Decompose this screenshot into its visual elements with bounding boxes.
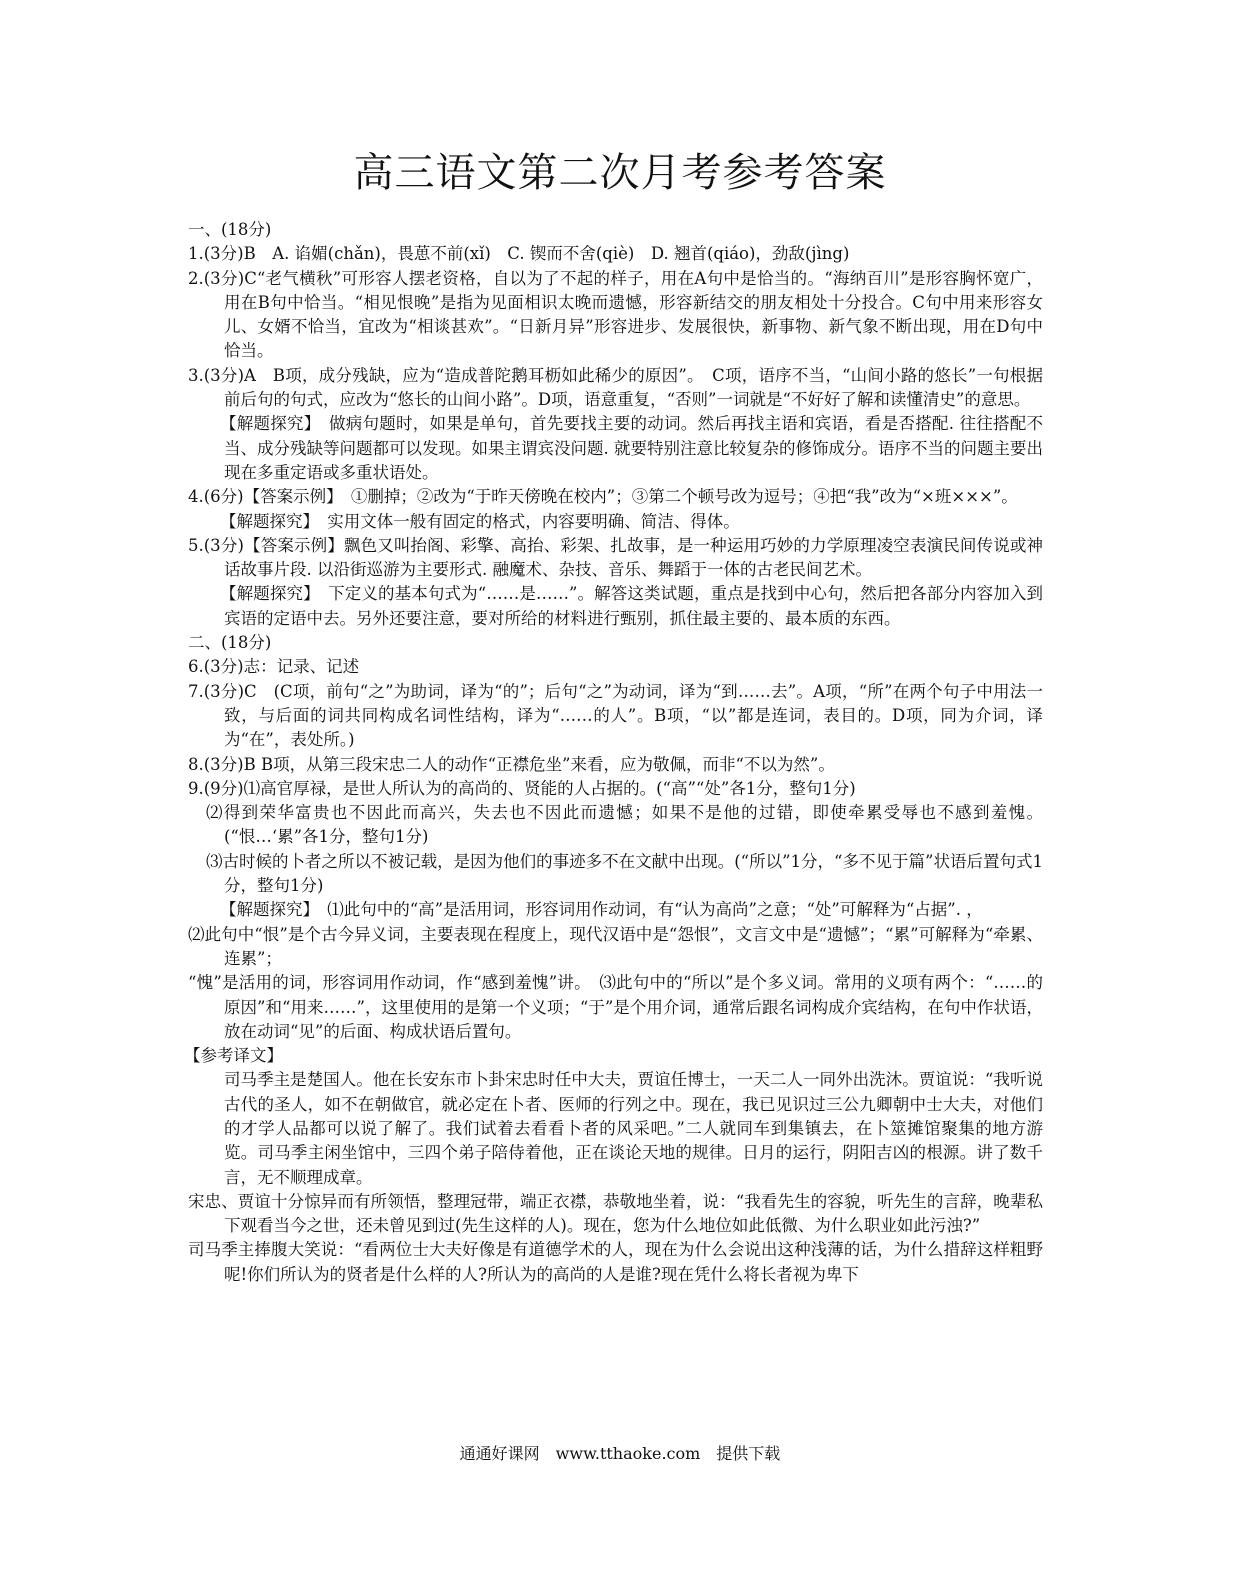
paragraph: 【解题探究】 做病句题时，如果是单句，首先要找主要的动词。然后再找主语和宾语，看是否搭配. 往往搭配不当、成分残缺等问题都可以发现。如果主谓宾没问题. 就要特别注意比较复杂的修饰成分。语序不当的问题主要出现在多重定语或多重状语处。 [220,414,1043,482]
paragraph: 9.(9分)⑴高官厚禄，是世人所认为的高尚的、贤能的人占据的。(“高”“处”各1分，整句1分) [188,778,856,798]
paragraph: 2.(3分)C“老气横秋”可形容人摆老资格，自以为了不起的样子，用在A句中是恰当的。“海纳百川”是形容胸怀宽广，用在B句中恰当。“相见恨晚”是指为见面相识太晚而遗憾，形容新结交的朋友相处十分投合。C句中用来形容女儿、女婿不恰当，宜改为“相谈甚欢”。“日新月异”形容进步、发展很快，新事物、新气象不断出现，用在D句中恰当。 [188,268,1043,361]
paragraph: 8.(3分)B B项，从第三段宋忠二人的动作“正襟危坐”来看，应为敬佩，而非“不以为然”。 [188,754,835,774]
paragraph: 5.(3分)【答案示例】飘色又叫抬阁、彩擎、高抬、彩架、扎故事，是一种运用巧妙的力学原理凌空表演民间传说或神话故事片段. 以沿街巡游为主要形式. 融魔术、杂技、音乐、舞蹈于一体的古老民间艺术。 [188,535,1043,580]
paragraph: ⑵得到荣华富贵也不因此而高兴，失去也不因此而遗憾；如果不是他的过错，即使牵累受辱也不感到羞愧。(“恨…‘累”各1分，整句1分) [206,803,1043,847]
paragraph: 【参考译文】 [184,1046,283,1066]
paragraph: ⑵此句中“恨”是个古今异义词，主要表现在程度上，现代汉语中是“怨恨”，文言文中是“遗憾”；“累”可解释为“牵累、连累”； [188,924,1043,968]
footer-source: 通通好课网 www.tthaoke.com 提供下载 [459,1444,781,1463]
paragraph: 二、(18分) [188,633,272,653]
paragraph: 【解题探究】 下定义的基本句式为“……是……”。解答这类试题，重点是找到中心句，然后把各部分内容加入到宾语的定语中去。另外还要注意，要对所给的材料进行甄别，抓住最主要的、最本质的东西。 [220,584,1043,628]
page-title: 高三语文第二次月考参考答案 [353,150,887,196]
paragraph: 3.(3分)A B项，成分残缺，应为“造成普陀鹅耳枥如此稀少的原因”。 C项，语序不当，“山间小路的悠长”一句根据前后句的句式，应改为“悠长的山间小路”。D项，语意重复，“否则”一词就是“不好好了解和读懂清史”的意思。 [188,365,1043,410]
paragraph: 司马季主是楚国人。他在长安东市卜卦宋忠时任中大夫，贾谊任博士，一天二人一同外出洗沐。贾谊说：“我听说古代的圣人，如不在朝做官，就必定在卜者、医师的行列之中。现在，我已见识过三公九卿朝中士大夫，对他们的才学人品都可以说了解了。我们试着去看看卜者的风采吧。”二人就同车到集镇去，在卜筮摊馆聚集的地方游览。司马季主闲坐馆中，三四个弟子陪侍着他，正在谈论天地的规律。日月的运行，阴阳吉凶的根源。讲了数千言，无不顺理成章。 [224,1070,1043,1187]
paragraph: 一、(18分) [188,220,272,239]
answer-content [184,218,1043,1287]
paragraph: 4.(6分)【答案示例】 ①删掉；②改为“于昨天傍晚在校内”；③第二个顿号改为逗号；④把“我”改为“×班×××”。 [188,487,1018,507]
paragraph: “愧”是活用的词，形容词用作动词，作“感到羞愧”讲。 ⑶此句中的“所以”是个多义词。常用的义项有两个：“……的原因”和“用来……”，这里使用的是第一个义项；“于”是个用介词，通常后跟名词构成介宾结构，在句中作状语，放在动词“见”的后面、构成状语后置句。 [188,973,1043,1041]
paragraph: 司马季主捧腹大笑说：“看两位士大夫好像是有道德学术的人，现在为什么会说出这种浅薄的话，为什么措辞这样粗野呢!你们所认为的贤者是什么样的人?所认为的高尚的人是谁?现在凭什么将长者视为卑下 [188,1240,1043,1284]
paragraph: 宋忠、贾谊十分惊异而有所领悟，整理冠带，端正衣襟，恭敬地坐着，说：“我看先生的容貌，听先生的言辞，晚辈私下观看当今之世，还未曾见到过(先生这样的人)。现在，您为什么地位如此低微、为什么职业如此污浊?” [188,1191,1043,1236]
paragraph: 【解题探究】 ⑴此句中的“高”是活用词，形容词用作动词，有“认为高尚”之意；“处”可解释为“占据”. ， [220,900,983,920]
paragraph: 1.(3分)B A. 谄媚(chǎn)，畏葸不前(xǐ) C. 锲而不舍(qiè) D. 翘首(qiáo)，劲敌(jìng) [188,244,850,264]
paragraph: 6.(3分)志：记录、记述 [188,657,360,677]
paragraph: ⑶古时候的卜者之所以不被记载，是因为他们的事迹多不在文献中出现。(“所以”1分，“多不见于篇”状语后置句式1分，整句1分) [206,851,1043,896]
paragraph: 7.(3分)C (C项，前句“之”为助词，译为“的”；后句“之”为动词，译为“到……去”。A项，“所”在两个句子中用法一致，与后面的词共同构成名词性结构，译为“……的人”。B项，“以”都是连词，表目的。D项，同为介词，译为“在”，表处所。) [188,681,1043,750]
paragraph: 【解题探究】 实用文体一般有固定的格式，内容要明确、简洁、得体。 [220,511,740,531]
